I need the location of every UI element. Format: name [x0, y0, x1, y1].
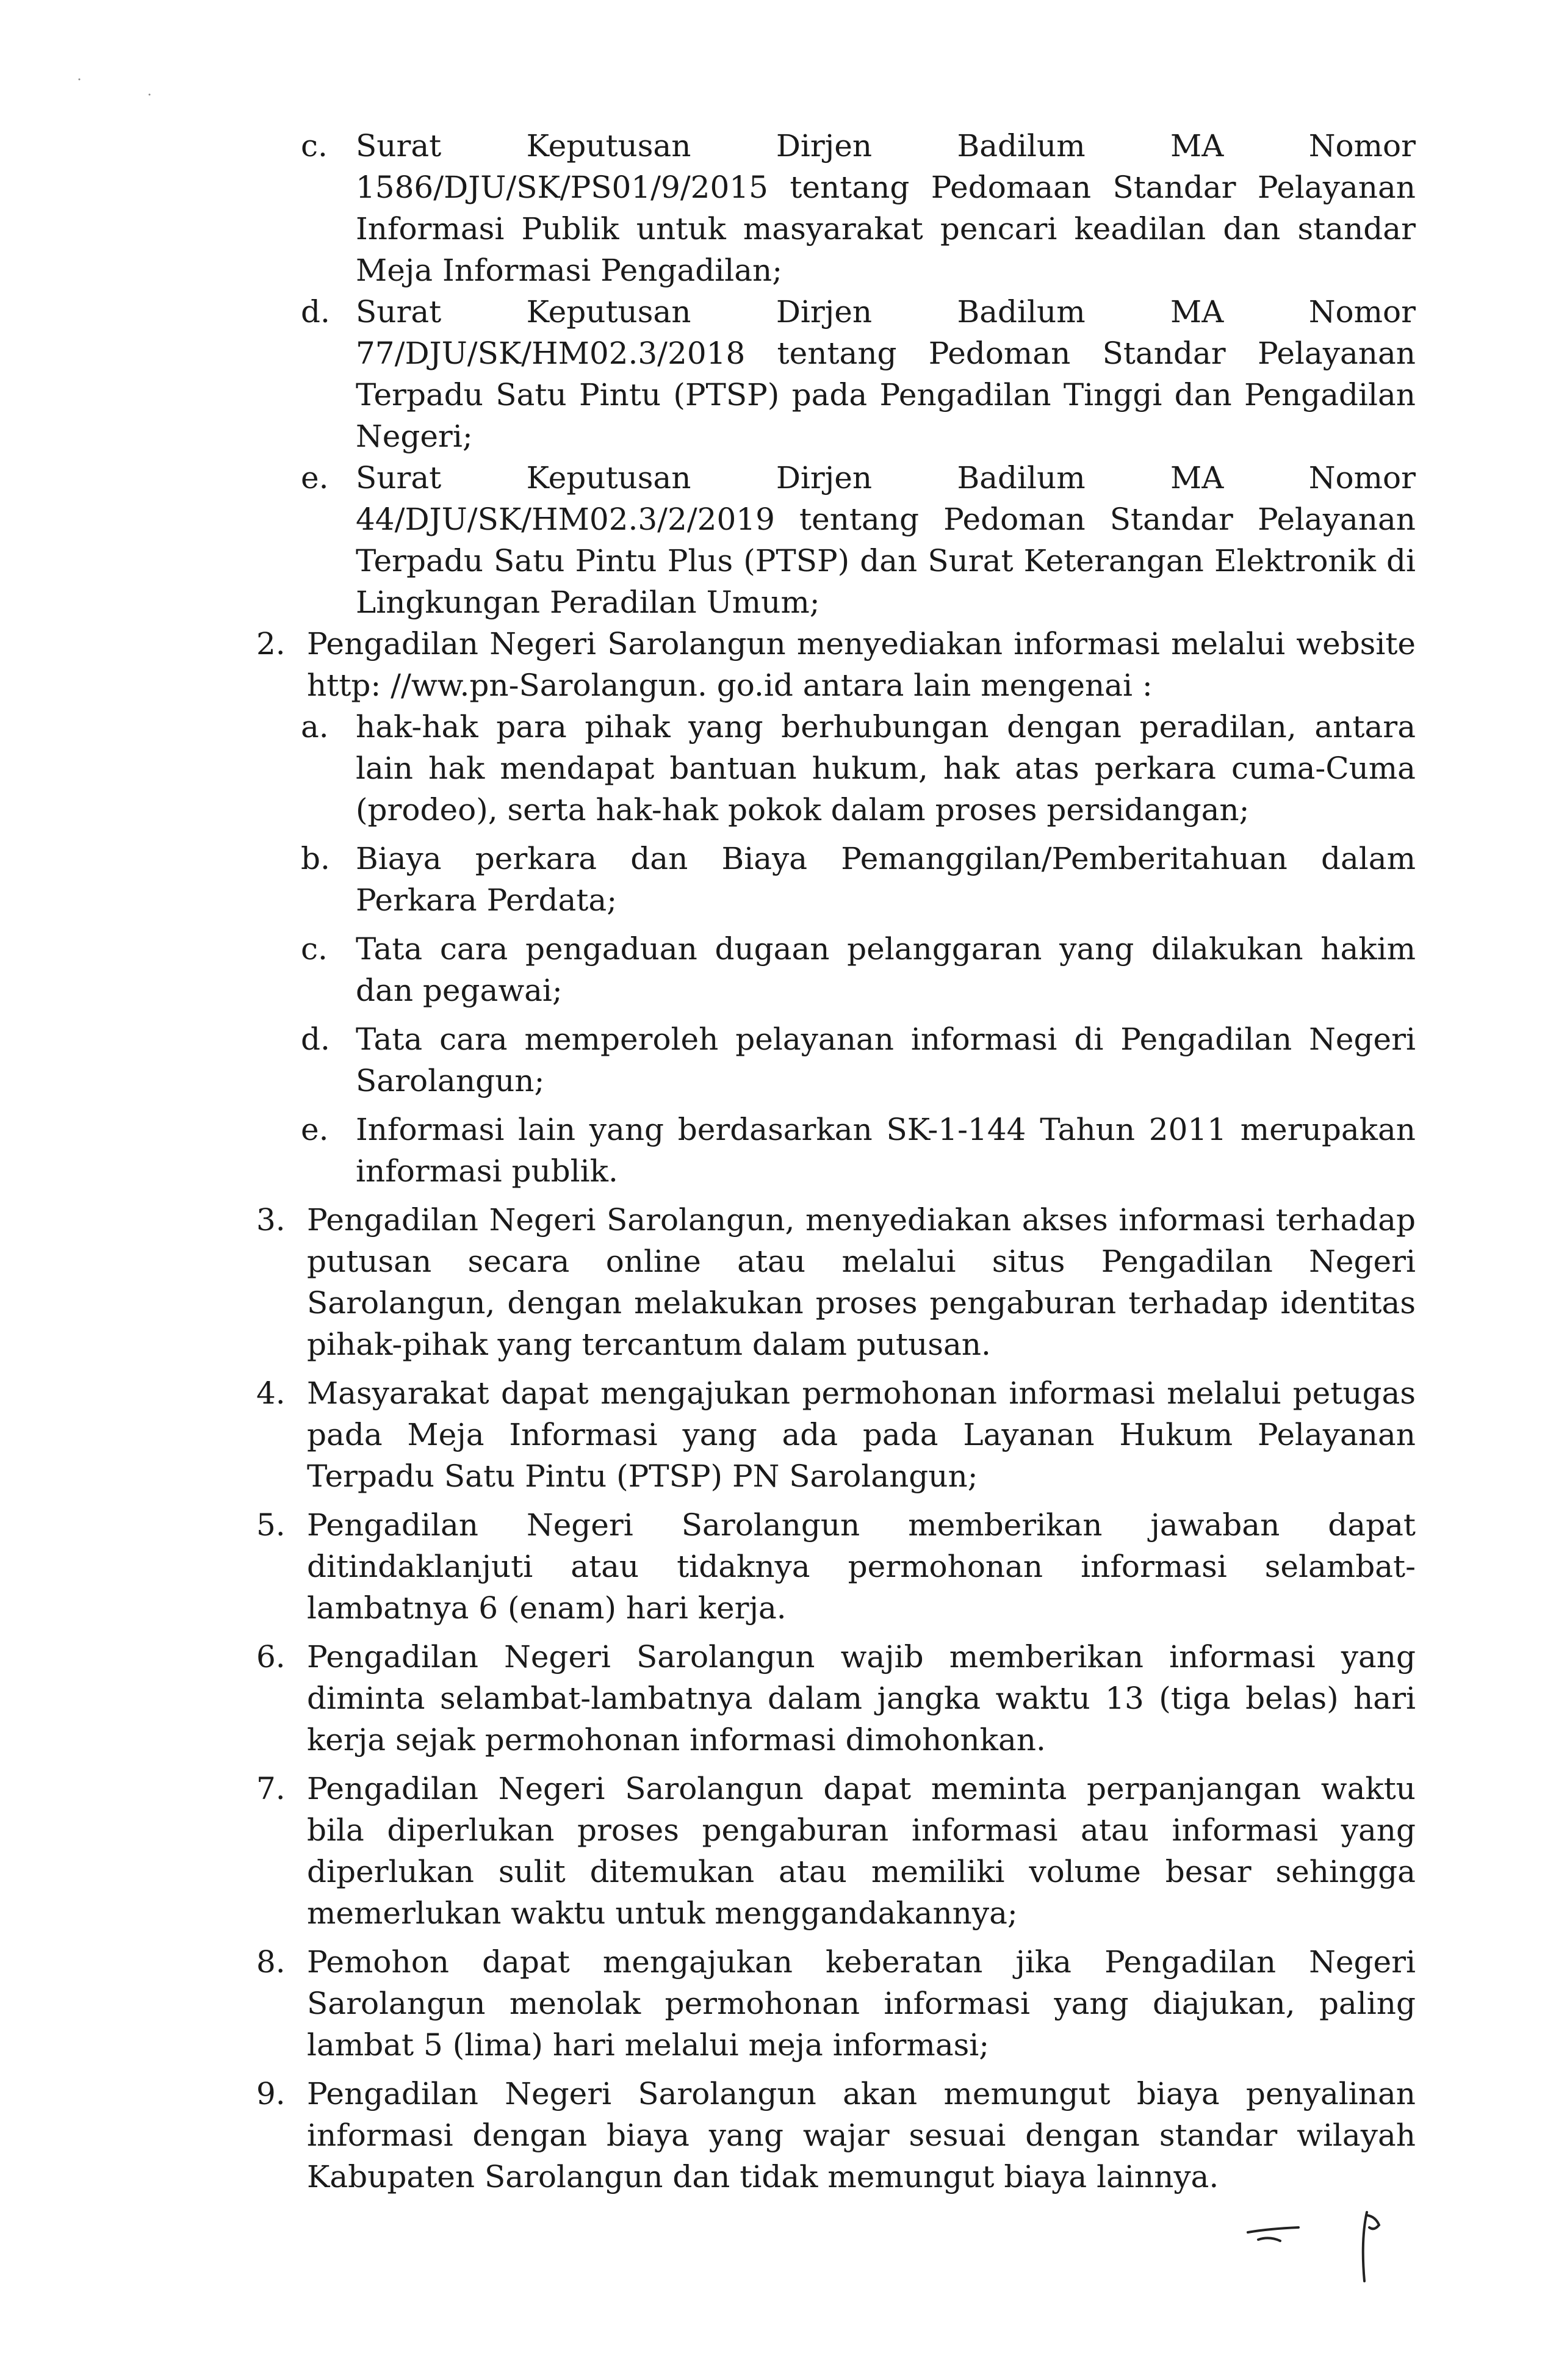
list-item-3-akses-putusan	[256, 1199, 1416, 1365]
list-marker: 4.	[256, 1376, 286, 1411]
list-item-text: Biaya perkara dan Biaya Pemanggilan/Pemberitahuan dalam Perkara Perdata;	[356, 841, 1416, 918]
list-item-c-sk-1586	[256, 125, 1416, 291]
list-item-text: Surat Keputusan Dirjen Badilum MA Nomor 44/DJU/SK/HM02.3/2/2019 tentang Pedoman Standar Pelayanan Terpadu Satu Pintu Plus (PTSP) dan Surat Keterangan Elektronik di Lingkungan Peradilan Umum;	[356, 460, 1416, 620]
list-marker: 5.	[256, 1507, 286, 1543]
list-item-e-sk-44	[256, 457, 1416, 623]
document-body	[256, 125, 1416, 2198]
list-marker: 3.	[256, 1202, 286, 1238]
list-marker: 6.	[256, 1639, 286, 1675]
list-marker: e.	[301, 460, 329, 496]
list-item-8-keberatan	[256, 1941, 1416, 2066]
list-marker: 7.	[256, 1771, 286, 1806]
list-item-text: Surat Keputusan Dirjen Badilum MA Nomor 1586/DJU/SK/PS01/9/2015 tentang Pedomaan Standar Pelayanan Informasi Publik untuk masyarakat pencari keadilan dan standar Meja Informasi Pengadilan;	[356, 128, 1416, 288]
paraf-initials-mark	[1245, 2203, 1403, 2288]
list-item-5-jawaban	[256, 1504, 1416, 1629]
list-marker: d.	[301, 294, 330, 330]
list-item-text: Informasi lain yang berdasarkan SK-1-144 Tahun 2011 merupakan informasi publik.	[356, 1112, 1416, 1189]
list-marker: 2.	[256, 626, 286, 662]
list-item-text: Surat Keputusan Dirjen Badilum MA Nomor 77/DJU/SK/HM02.3/2018 tentang Pedoman Standar Pelayanan Terpadu Satu Pintu (PTSP) pada Pengadilan Tinggi dan Pengadilan Negeri;	[356, 294, 1416, 454]
list-item-text: hak-hak para pihak yang berhubungan dengan peradilan, antara lain hak mendapat bantuan hukum, hak atas perkara cuma-Cuma (prodeo), serta hak-hak pokok dalam proses persidangan;	[356, 709, 1416, 828]
list-item-text: Masyarakat dapat mengajukan permohonan informasi melalui petugas pada Meja Informasi yang ada pada Layanan Hukum Pelayanan Terpadu Satu Pintu (PTSP) PN Sarolangun;	[307, 1376, 1416, 1494]
list-item-c-pengaduan	[256, 928, 1416, 1011]
list-item-b-biaya	[256, 838, 1416, 921]
list-item-text: Pengadilan Negeri Sarolangun akan memungut biaya penyalinan informasi dengan biaya yang wajar sesuai dengan standar wilayah Kabupaten Sarolangun dan tidak memungut biaya lainnya.	[307, 2076, 1416, 2194]
list-marker: 8.	[256, 1944, 286, 1980]
list-marker: 9.	[256, 2076, 286, 2111]
list-marker: e.	[301, 1112, 329, 1147]
list-item-text: Pengadilan Negeri Sarolangun, menyediakan akses informasi terhadap putusan secara online atau melalui situs Pengadilan Negeri Sarolangun, dengan melakukan proses pengaburan terhadap identitas pihak-pihak yang tercantum dalam putusan.	[307, 1202, 1416, 1362]
list-item-text: Tata cara memperoleh pelayanan informasi di Pengadilan Negeri Sarolangun;	[356, 1022, 1416, 1098]
list-item-e-informasi-lain	[256, 1109, 1416, 1192]
list-item-text: Pengadilan Negeri Sarolangun memberikan jawaban dapat ditindaklanjuti atau tidaknya permohonan informasi selambat-lambatnya 6 (enam) hari kerja.	[307, 1507, 1416, 1626]
list-item-text: Pengadilan Negeri Sarolangun dapat meminta perpanjangan waktu bila diperlukan proses pengaburan informasi atau informasi yang diperlukan sulit ditemukan atau memiliki volume besar sehingga memerlukan waktu untuk menggandakannya;	[307, 1771, 1416, 1931]
list-item-9-biaya-penyalinan	[256, 2073, 1416, 2198]
scan-speck-marks	[73, 67, 171, 104]
list-marker: d.	[301, 1022, 330, 1057]
list-item-text: Pengadilan Negeri Sarolangun wajib memberikan informasi yang diminta selambat-lambatnya dalam jangka waktu 13 (tiga belas) hari kerja sejak permohonan informasi dimohonkan.	[307, 1639, 1416, 1758]
list-item-2-website	[256, 623, 1416, 706]
list-item-d-tata-cara	[256, 1019, 1416, 1102]
list-marker: c.	[301, 128, 328, 164]
list-item-text: Pengadilan Negeri Sarolangun menyediakan informasi melalui website http: //ww.pn-Sarolangun. go.id antara lain mengenai :	[307, 626, 1416, 703]
list-marker: b.	[301, 841, 330, 876]
list-item-6-jangka-waktu	[256, 1636, 1416, 1761]
list-marker: c.	[301, 931, 328, 967]
list-item-a-hak-hak	[256, 706, 1416, 831]
list-item-text: Pemohon dapat mengajukan keberatan jika Pengadilan Negeri Sarolangun menolak permohonan informasi yang diajukan, paling lambat 5 (lima) hari melalui meja informasi;	[307, 1944, 1416, 2063]
list-item-text: Tata cara pengaduan dugaan pelanggaran yang dilakukan hakim dan pegawai;	[356, 931, 1416, 1008]
list-item-4-permohonan	[256, 1372, 1416, 1497]
list-item-d-sk-77	[256, 291, 1416, 457]
list-item-7-perpanjangan	[256, 1768, 1416, 1934]
list-marker: a.	[301, 709, 329, 745]
